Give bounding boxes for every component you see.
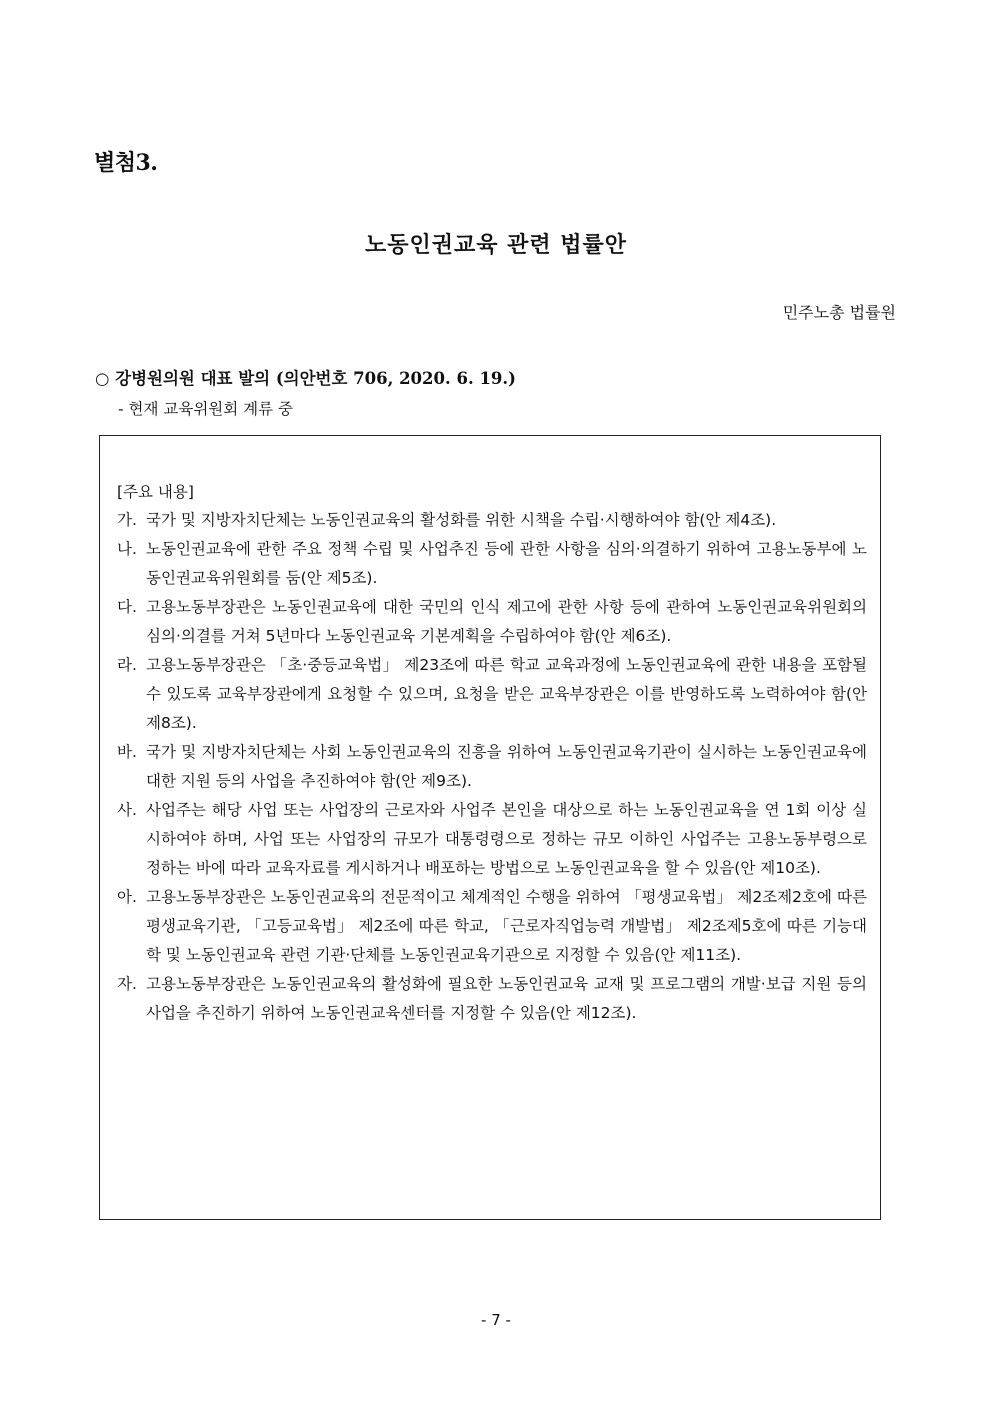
summary-item-ja (117, 970, 867, 1028)
summary-list (117, 506, 867, 1028)
bill-status: - 현재 교육위원회 계류 중 (118, 400, 294, 418)
summary-box (99, 435, 881, 1220)
page-number: - 7 - (481, 1311, 511, 1329)
item-marker: 아. (117, 888, 137, 906)
item-text: 고용노동부장관은 노동인권교육의 전문적이고 체계적인 수행을 위하여 「평생교육법」 제2조제2호에 따른 평생교육기관, 「고등교육법」 제2조에 따른 학교, 「근로자직업능력 개발법」 제2조제5호에 따른 기능대학 및 노동인권교육 관련 기관·단체를 노동인권교육기관으로 지정할 수 있음(안 제11조). (146, 888, 867, 964)
item-text: 고용노동부장관은 노동인권교육에 대한 국민의 인식 제고에 관한 사항 등에 관하여 노동인권교육위원회의 심의·의결를 거쳐 5년마다 노동인권교육 기본계획을 수립하여야 함(안 제6조). (146, 598, 867, 645)
summary-item-sa (117, 796, 867, 883)
document-title: 노동인권교육 관련 법률안 (364, 232, 628, 258)
summary-title: [주요 내용] (117, 483, 194, 501)
item-marker: 가. (117, 511, 137, 529)
item-text: 사업주는 해당 사업 또는 사업장의 근로자와 사업주 본인을 대상으로 하는 노동인권교육을 연 1회 이상 실시하여야 하며, 사업 또는 사업장의 규모가 대통령령으로 정하는 규모 이하인 사업주는 고용노동부령으로 정하는 바에 따라 교육자료를 게시하거나 배포하는 방법으로 노동인권교육을 할 수 있음(안 제10조). (146, 801, 867, 877)
item-marker: 바. (117, 743, 137, 761)
summary-item-ga (117, 506, 867, 535)
author-name: 민주노총 법률원 (782, 303, 896, 322)
summary-item-na (117, 535, 867, 593)
bill-heading: ○ 강병원의원 대표 발의 (의안번호 706, 2020. 6. 19.) (95, 369, 516, 388)
item-text: 고용노동부장관은 노동인권교육의 활성화에 필요한 노동인권교육 교재 및 프로그램의 개발·보급 지원 등의 사업을 추진하기 위하여 노동인권교육센터를 지정할 수 있음(안 제12조). (146, 975, 867, 1022)
item-marker: 다. (117, 598, 137, 616)
item-marker: 나. (117, 540, 137, 558)
summary-item-ba (117, 738, 867, 796)
summary-item-ra (117, 651, 867, 738)
item-text: 노동인권교육에 관한 주요 정책 수립 및 사업추진 등에 관한 사항을 심의·의결하기 위하여 고용노동부에 노동인권교육위원회를 둠(안 제5조). (146, 540, 867, 587)
summary-item-da (117, 593, 867, 651)
item-marker: 라. (117, 656, 137, 674)
summary-item-a (117, 883, 867, 970)
attachment-label: 별첨3. (94, 150, 158, 176)
item-marker: 사. (117, 801, 137, 819)
item-marker: 자. (117, 975, 137, 993)
item-text: 국가 및 지방자치단체는 노동인권교육의 활성화를 위한 시책을 수립·시행하여야 함(안 제4조). (146, 511, 777, 529)
item-text: 국가 및 지방자치단체는 사회 노동인권교육의 진흥을 위하여 노동인권교육기관이 실시하는 노동인권교육에 대한 지원 등의 사업을 추진하여야 함(안 제9조). (146, 743, 867, 790)
item-text: 고용노동부장관은 「초·중등교육법」 제23조에 따른 학교 교육과정에 노동인권교육에 관한 내용을 포함될 수 있도록 교육부장관에게 요청할 수 있으며, 요청을 받은 교육부장관은 이를 반영하도록 노력하여야 함(안 제8조). (146, 656, 867, 732)
